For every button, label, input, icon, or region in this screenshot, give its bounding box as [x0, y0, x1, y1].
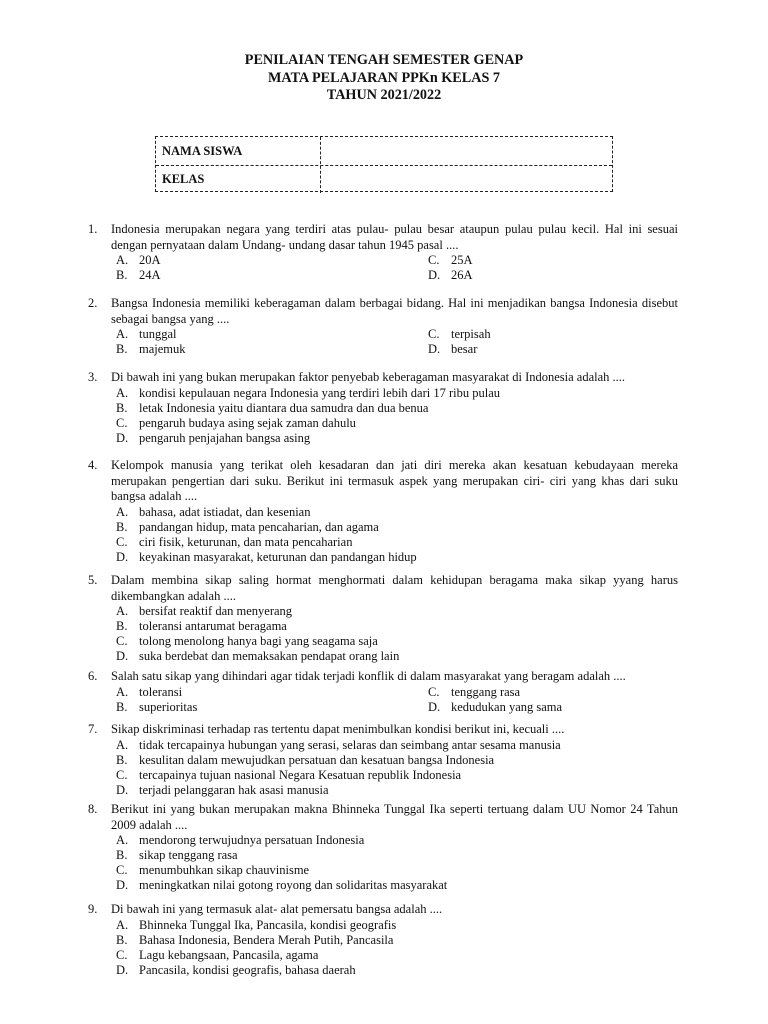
- student-class-row: [156, 165, 612, 193]
- option-text: meningkatkan nilai gotong royong dan solidaritas masyarakat: [139, 878, 448, 892]
- options-list: [116, 833, 678, 893]
- option-text: toleransi: [139, 684, 183, 699]
- question-9: [88, 902, 678, 978]
- question-text: Berikut ini yang bukan merupakan makna Bhinneka Tunggal Ika seperti tertuang dalam UU Nomor 24 Tahun 2009 adalah ....: [111, 802, 678, 832]
- question-number: 1.: [88, 222, 98, 236]
- question-4: [88, 458, 678, 565]
- option-text: superioritas: [139, 699, 198, 714]
- option-text: terpisah: [451, 327, 491, 341]
- option-text: sikap tenggang rasa: [139, 848, 238, 862]
- question-6: [88, 669, 678, 715]
- question-number: 3.: [88, 370, 98, 384]
- option-a[interactable]: [116, 604, 678, 619]
- options-list: [116, 386, 678, 446]
- option-c[interactable]: [116, 416, 678, 431]
- option-d[interactable]: [116, 649, 678, 664]
- option-a[interactable]: [116, 738, 678, 753]
- option-letter: A.: [116, 684, 129, 699]
- option-text: toleransi antarumat beragama: [139, 619, 287, 633]
- option-text: pandangan hidup, mata pencaharian, dan agama: [139, 519, 379, 534]
- student-info-box: [155, 136, 613, 192]
- option-letter: A.: [116, 253, 129, 267]
- option-letter: A.: [116, 833, 129, 847]
- option-text: bersifat reaktif dan menyerang: [139, 604, 293, 618]
- option-text: ciri fisik, keturunan, dan mata pencaharian: [139, 534, 353, 549]
- option-d[interactable]: [116, 550, 678, 565]
- option-text: tercapainya tujuan nasional Negara Kesatuan republik Indonesia: [139, 767, 462, 782]
- option-text: tenggang rasa: [451, 684, 521, 699]
- option-text: Lagu kebangsaan, Pancasila, agama: [139, 947, 319, 962]
- options-grid: [116, 253, 678, 283]
- question-text: Sikap diskriminasi terhadap ras tertentu dapat menimbulkan kondisi berikut ini, kecuali ....: [111, 722, 565, 736]
- option-d[interactable]: [116, 431, 678, 446]
- option-letter: B.: [116, 342, 128, 356]
- option-letter: D.: [428, 268, 441, 282]
- option-c[interactable]: [116, 768, 678, 783]
- option-letter: D.: [116, 782, 129, 797]
- option-text: kesulitan dalam mewujudkan persatuan dan kesatuan bangsa Indonesia: [139, 752, 495, 767]
- option-d[interactable]: [116, 963, 678, 978]
- question-8: [88, 802, 678, 893]
- option-letter: B.: [116, 519, 128, 534]
- options-list: [116, 505, 678, 565]
- option-text: kedudukan yang sama: [451, 699, 563, 714]
- question-number: 6.: [88, 669, 98, 683]
- option-letter: D.: [116, 962, 129, 977]
- question-text: Dalam membina sikap saling hormat menghormati dalam kehidupan beragama maka sikap yyang harus dikembangkan adalah ....: [111, 573, 678, 603]
- option-letter: C.: [428, 684, 440, 699]
- option-text: suka berdebat dan memaksakan pendapat orang lain: [139, 649, 400, 663]
- option-text: tolong menolong hanya bagi yang seagama saja: [139, 634, 378, 648]
- option-letter: B.: [116, 400, 128, 415]
- option-letter: A.: [116, 917, 129, 932]
- option-a[interactable]: [116, 386, 678, 401]
- option-letter: C.: [116, 415, 128, 430]
- question-2: [88, 296, 678, 357]
- option-letter: C.: [116, 534, 128, 549]
- option-letter: B.: [116, 268, 128, 282]
- option-text: 20A: [139, 253, 161, 267]
- question-1: [88, 222, 678, 283]
- option-text: 24A: [139, 268, 161, 282]
- option-letter: D.: [116, 878, 129, 892]
- option-text: Pancasila, kondisi geografis, bahasa daerah: [139, 962, 356, 977]
- question-text: Bangsa Indonesia memiliki keberagaman dalam berbagai bidang. Hal ini menjadikan bangsa Indonesia disebut sebagai bangsa yang ....: [111, 296, 678, 326]
- option-letter: C.: [116, 634, 128, 648]
- exam-title: PENILAIAN TENGAH SEMESTER GENAP: [244, 52, 524, 68]
- question-text: Indonesia merupakan negara yang terdiri atas pulau- pulau besar ataupun pulau pulau kecil. Hal ini sesuai dengan pernyataan dalam Undang- undang dasar tahun 1945 pasal ....: [111, 222, 678, 252]
- option-letter: A.: [116, 737, 129, 752]
- option-letter: C.: [428, 327, 440, 341]
- question-text: Di bawah ini yang termasuk alat- alat pemersatu bangsa adalah ....: [111, 902, 443, 916]
- option-d[interactable]: [116, 783, 678, 798]
- option-text: mendorong terwujudnya persatuan Indonesia: [139, 833, 365, 847]
- student-class-label: KELAS: [162, 172, 205, 186]
- option-c[interactable]: [116, 863, 678, 878]
- option-text: terjadi pelanggaran hak asasi manusia: [139, 782, 329, 797]
- option-text: majemuk: [139, 342, 186, 356]
- option-letter: B.: [116, 752, 128, 767]
- option-text: pengaruh penjajahan bangsa asing: [139, 430, 311, 445]
- option-letter: C.: [428, 253, 440, 267]
- option-a[interactable]: [116, 918, 678, 933]
- question-text: Salah satu sikap yang dihindari agar tidak terjadi konflik di dalam masyarakat yang beragam adalah ....: [111, 669, 626, 683]
- option-b[interactable]: [116, 933, 678, 948]
- option-b[interactable]: [116, 619, 678, 634]
- option-letter: A.: [116, 604, 129, 618]
- question-number: 2.: [88, 296, 98, 310]
- option-letter: B.: [116, 699, 128, 714]
- question-number: 7.: [88, 722, 98, 736]
- option-c[interactable]: [116, 535, 678, 550]
- question-text: Kelompok manusia yang terikat oleh kesadaran dan jati diri mereka akan kesatuan kebudayaan mereka merupakan pengertian dari suku. Berikut ini termasuk aspek yang merupakan ciri- ciri yang khas dari suku bangsa adalah ....: [111, 458, 678, 503]
- option-letter: B.: [116, 619, 128, 633]
- student-name-field[interactable]: [322, 139, 610, 163]
- options-list: [116, 918, 678, 978]
- option-text: besar: [451, 342, 478, 356]
- option-b[interactable]: [116, 520, 678, 535]
- question-7: [88, 722, 678, 798]
- options-list: [116, 604, 678, 664]
- option-text: tunggal: [139, 327, 177, 341]
- option-text: Bahasa Indonesia, Bendera Merah Putih, Pancasila: [139, 932, 394, 947]
- option-letter: C.: [116, 767, 128, 782]
- option-text: letak Indonesia yaitu diantara dua samudra dan dua benua: [139, 400, 429, 415]
- student-name-row: [156, 137, 612, 166]
- option-letter: B.: [116, 848, 128, 862]
- option-text: menumbuhkan sikap chauvinisme: [139, 863, 310, 877]
- option-c[interactable]: [116, 634, 678, 649]
- option-d[interactable]: [116, 878, 678, 893]
- student-box-divider: [320, 137, 321, 193]
- question-number: 8.: [88, 802, 98, 816]
- option-letter: D.: [116, 430, 129, 445]
- option-text: bahasa, adat istiadat, dan kesenian: [139, 504, 311, 519]
- option-letter: D.: [116, 649, 129, 663]
- exam-header: [0, 52, 768, 105]
- question-3: [88, 370, 678, 446]
- option-text: pengaruh budaya asing sejak zaman dahulu: [139, 415, 356, 430]
- option-b[interactable]: [116, 401, 678, 416]
- option-a[interactable]: [116, 505, 678, 520]
- options-grid: [116, 327, 678, 357]
- option-letter: D.: [428, 699, 441, 714]
- question-number: 5.: [88, 573, 98, 587]
- question-number: 4.: [88, 458, 98, 472]
- option-letter: D.: [116, 549, 129, 564]
- question-5: [88, 573, 678, 664]
- option-b[interactable]: [116, 848, 678, 863]
- question-text: Di bawah ini yang bukan merupakan faktor penyebab keberagaman masyarakat di Indonesia adalah ....: [111, 370, 626, 384]
- option-text: Bhinneka Tunggal Ika, Pancasila, kondisi geografis: [139, 917, 397, 932]
- option-c[interactable]: [116, 948, 678, 963]
- option-letter: C.: [116, 863, 128, 877]
- option-letter: B.: [116, 932, 128, 947]
- question-number: 9.: [88, 902, 98, 916]
- exam-subject: MATA PELAJARAN PPKn KELAS 7: [267, 69, 500, 86]
- options-list: [116, 738, 678, 798]
- student-class-field[interactable]: [322, 167, 610, 191]
- option-text: keyakinan masyarakat, keturunan dan pandangan hidup: [139, 549, 417, 564]
- option-letter: C.: [116, 947, 128, 962]
- option-a[interactable]: [116, 833, 678, 848]
- exam-year: TAHUN 2021/2022: [326, 87, 442, 103]
- option-text: 25A: [451, 253, 473, 267]
- option-b[interactable]: [116, 753, 678, 768]
- student-name-label: NAMA SISWA: [162, 144, 243, 158]
- option-text: kondisi kepulauan negara Indonesia yang terdiri lebih dari 17 ribu pulau: [139, 385, 501, 400]
- option-letter: A.: [116, 504, 129, 519]
- option-letter: A.: [116, 327, 129, 341]
- option-letter: A.: [116, 385, 129, 400]
- option-text: tidak tercapainya hubungan yang serasi, selaras dan seimbang antar sesama manusia: [139, 737, 561, 752]
- option-letter: D.: [428, 342, 441, 356]
- options-grid: [116, 685, 678, 715]
- option-text: 26A: [451, 268, 473, 282]
